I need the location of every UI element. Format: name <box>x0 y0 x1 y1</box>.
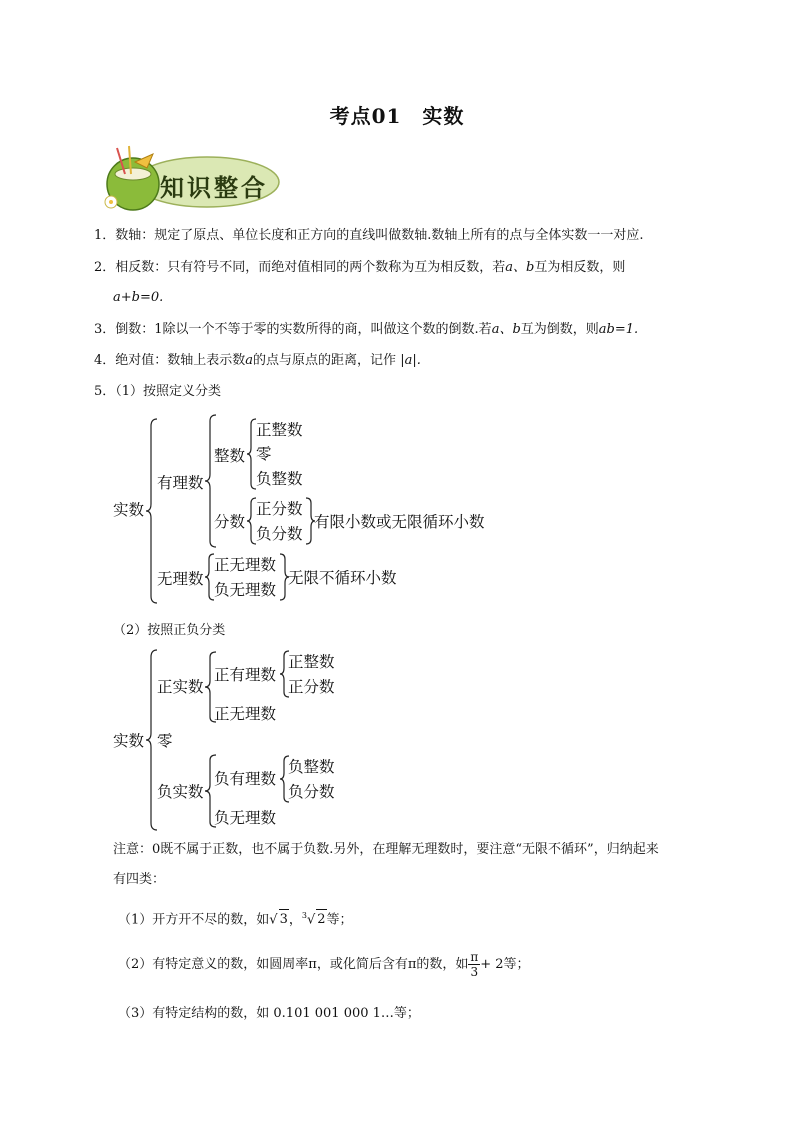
tree2-positive: 正实数 <box>157 678 204 696</box>
fraction-pi-over-3: $\frac{\pi}{3}$ <box>470 950 479 979</box>
tree1-irrational: 无理数 <box>157 570 204 588</box>
item-4: 4．绝对值：数轴上表示数a的点与原点的距离，记作 |a|. <box>94 353 421 368</box>
tree1-zero: 零 <box>256 445 272 463</box>
tree1-neg-irr: 负无理数 <box>214 581 277 599</box>
tree1-pos-int: 正整数 <box>256 421 303 439</box>
note-line2: 有四类： <box>113 872 166 887</box>
tree1-fraction: 分数 <box>214 513 246 531</box>
tree1-pos-frac: 正分数 <box>256 500 303 518</box>
tree2-pos-int: 正整数 <box>288 653 335 671</box>
item-2-line1: 2．相反数：只有符号不同，而绝对值相同的两个数称为互为相反数，若a、b互为相反数，则 <box>94 260 626 275</box>
tree2-pos-frac: 正分数 <box>288 678 335 696</box>
banner-label: 知识整合 <box>160 174 268 202</box>
tree2-root: 实数 <box>113 732 145 750</box>
tree2-negative: 负实数 <box>157 783 204 801</box>
tree1-rational: 有理数 <box>157 474 204 492</box>
item-5: 5．（1）按照定义分类 <box>94 384 222 399</box>
tree1-neg-int: 负整数 <box>256 470 303 488</box>
item-1: 1．数轴：规定了原点、单位长度和正方向的直线叫做数轴.数轴上所有的点与全体实数一一对应. <box>94 228 644 243</box>
tree2-neg-rational: 负有理数 <box>214 770 277 788</box>
tree1-root: 实数 <box>113 501 145 519</box>
cbrt-sign: √ <box>306 912 316 928</box>
tree2-neg-int: 负整数 <box>288 758 335 776</box>
item-3: 3．倒数：1除以一个不等于零的实数所得的商，叫做这个数的倒数.若a、b互为倒数，则ab=1. <box>94 322 639 337</box>
tree1-irr-note: 无限不循环小数 <box>288 569 397 587</box>
tree2-zero: 零 <box>157 732 173 750</box>
sqrt-sign: √ <box>269 912 278 928</box>
note-line1: 注意：0既不属于正数，也不属于负数.另外，在理解无理数时，要注意“无限不循环”，归纳起来 <box>113 842 659 857</box>
page-title: 考点01 实数 <box>329 104 465 128</box>
tree2-neg-frac: 负分数 <box>288 783 335 801</box>
tree2-neg-irr: 负无理数 <box>214 809 277 827</box>
note-item-3: （3）有特定结构的数，如 0.101 001 000 1…等； <box>118 1006 420 1021</box>
note-item-1: （1）开方开不尽的数，如√ 3，$^3$√ 2等； <box>118 906 353 930</box>
tree2-pos-irr: 正无理数 <box>214 705 277 723</box>
tree1-integer: 整数 <box>214 447 246 465</box>
tree1-fraction-note: 有限小数或无限循环小数 <box>314 513 485 531</box>
note-item-2: （2）有特定意义的数，如圆周率π，或化简后含有π的数，如 $\frac{\pi}{3}$ + 2等； <box>118 950 530 979</box>
tree1-pos-irr: 正无理数 <box>214 556 277 574</box>
tree1-neg-frac: 负分数 <box>256 525 303 543</box>
heading-2: （2）按照正负分类 <box>113 623 226 638</box>
item-2-line2: a+b=0. <box>113 290 164 305</box>
tree2-pos-rational: 正有理数 <box>214 666 277 684</box>
